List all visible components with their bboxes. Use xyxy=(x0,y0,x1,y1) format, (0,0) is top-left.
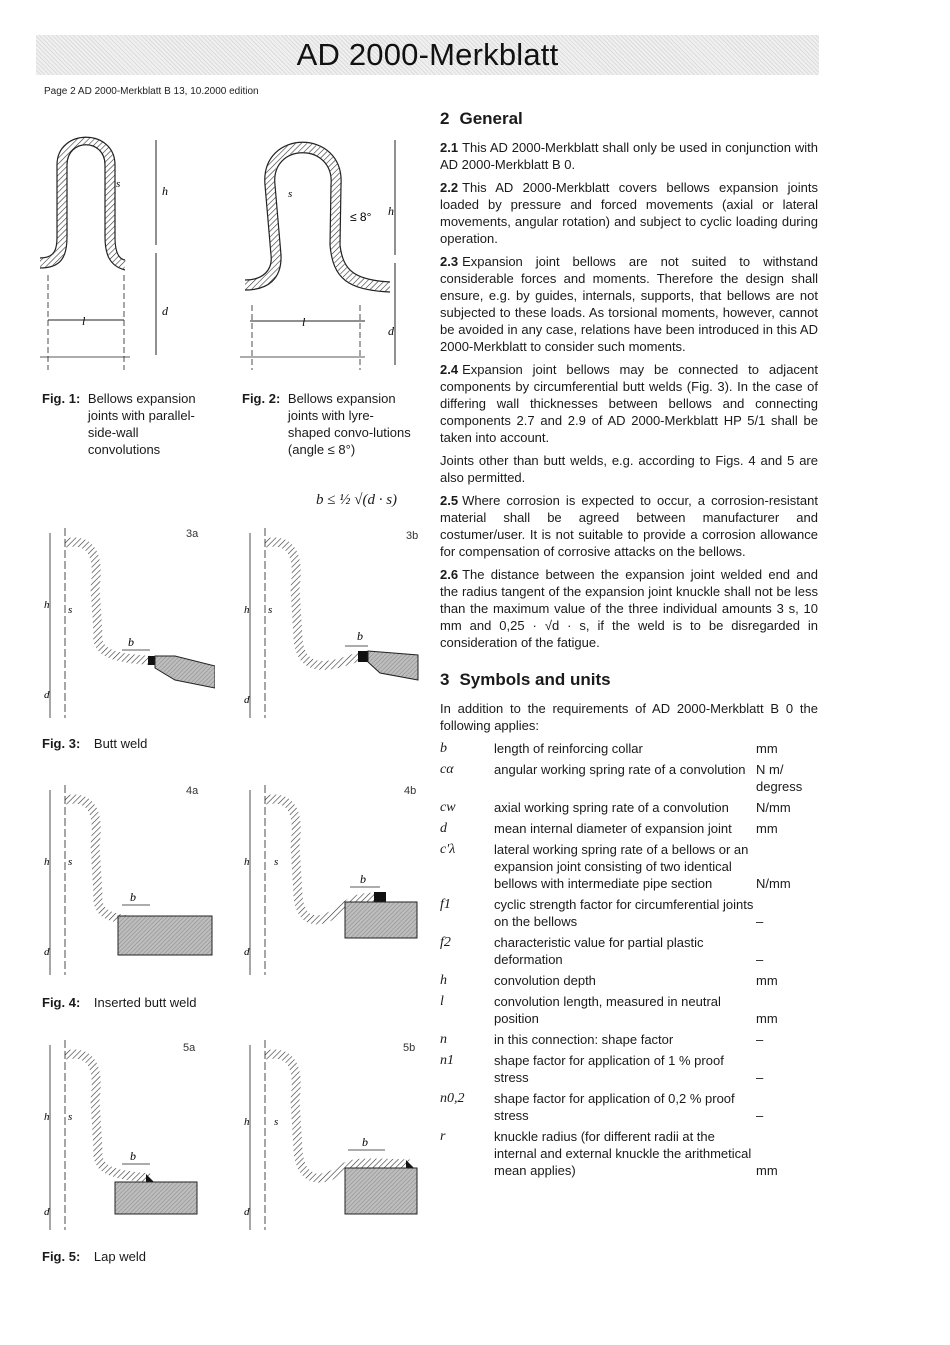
section2-paragraph xyxy=(440,361,818,446)
symbol: r xyxy=(440,1129,446,1144)
tag-5a: 5a xyxy=(183,1042,196,1054)
symbol-unit: – xyxy=(756,952,764,967)
symbol-description: convolution depth xyxy=(494,973,596,988)
paragraph-number: 2.4 xyxy=(440,362,459,377)
section3-title: Symbols and units xyxy=(459,670,611,689)
paragraph-number: 2.2 xyxy=(440,180,459,195)
svg-text:b: b xyxy=(128,635,134,649)
symbol-row xyxy=(440,896,818,934)
svg-text:d: d xyxy=(244,1206,250,1218)
symbol-unit: mm xyxy=(756,973,778,988)
fig4b-drawing xyxy=(240,785,420,975)
paragraph-text: The distance between the expansion joint welded end and the radius tangent of the expansion joint knuckle shall not be less than the maximum value of the three individual amounts 3 s, 10 mm and 0,25 · √d · s, if the weld is to be disregarded in consideration of the fatigue. xyxy=(440,567,818,650)
symbol-unit: – xyxy=(756,914,764,929)
svg-text:h: h xyxy=(244,604,250,616)
symbol: f1 xyxy=(440,897,451,912)
svg-text:s: s xyxy=(274,1116,279,1128)
symbol-unit: – xyxy=(756,1032,764,1047)
paragraph-text: Where corrosion is expected to occur, a corrosion-resistant material shall be agreed between manufacturer and costumer/user. It is not suitable to provide a corrosion allowance for compensation of corrosive attacks on the bellows. xyxy=(440,493,818,559)
symbol-description: cyclic strength factor for circumferential joints on the bellows xyxy=(494,897,754,929)
section2-number: 2 xyxy=(440,109,450,128)
svg-text:s: s xyxy=(116,178,121,190)
symbol-unit: mm xyxy=(756,741,778,756)
symbol-unit: N m/ degress xyxy=(756,762,803,794)
section3-intro: In addition to the requirements of AD 2000-Merkblatt B 0 the following applies: xyxy=(440,701,818,733)
section2-paragraph xyxy=(440,566,818,651)
symbol-description: length of reinforcing collar xyxy=(494,741,643,756)
fig3-label: Fig. 3: xyxy=(42,736,81,751)
symbol-row xyxy=(440,934,818,972)
symbol-description: shape factor for application of 0,2 % proof stress xyxy=(494,1091,735,1123)
fig2-text: Bellows expansion joints with lyre-shaped convo-lutions (angle ≤ 8°) xyxy=(287,391,411,457)
symbol-unit: N/mm xyxy=(756,800,791,815)
symbol-unit: – xyxy=(756,1070,764,1085)
section2-paragraph xyxy=(440,253,818,355)
symbol-row xyxy=(440,841,818,896)
fig3-caption xyxy=(42,735,147,752)
fig1-label: Fig. 1: xyxy=(42,391,81,406)
symbol: n0,2 xyxy=(440,1091,465,1106)
section2-paragraph xyxy=(440,492,818,560)
svg-text:d: d xyxy=(44,946,50,958)
symbol: b xyxy=(440,741,447,756)
tag-3a: 3a xyxy=(186,528,199,540)
fig1-caption xyxy=(42,390,222,458)
symbol: l xyxy=(440,994,444,1009)
fig5-caption xyxy=(42,1248,146,1265)
section2-paragraph xyxy=(440,139,818,173)
fig1-text: Bellows expansion joints with parallel-side-wall convolutions xyxy=(87,391,196,457)
fig2-angle-label: ≤ 8° xyxy=(350,210,372,224)
fig4-text: Inserted butt weld xyxy=(93,995,197,1010)
fig3b-drawing xyxy=(240,528,420,718)
symbol-description: mean internal diameter of expansion joint xyxy=(494,821,732,836)
fig5b-drawing xyxy=(240,1040,420,1230)
section3-heading xyxy=(440,671,818,688)
symbol: f2 xyxy=(440,935,451,950)
section2-paragraph xyxy=(440,452,818,486)
symbol-unit: mm xyxy=(756,1163,778,1178)
symbol-row xyxy=(440,972,818,993)
svg-text:s: s xyxy=(68,604,73,616)
svg-text:d: d xyxy=(162,304,168,318)
fig4-label: Fig. 4: xyxy=(42,995,81,1010)
symbol-description: characteristic value for partial plastic deformation xyxy=(494,935,704,967)
symbol-row xyxy=(440,1031,818,1052)
symbol: n xyxy=(440,1032,447,1047)
svg-text:b: b xyxy=(130,1149,136,1163)
symbol-unit: mm xyxy=(756,1011,778,1026)
svg-text:b: b xyxy=(357,629,363,643)
svg-text:b: b xyxy=(362,1135,368,1149)
formula-b: b ≤ ½ √(d · s) xyxy=(316,492,398,508)
fig5-label: Fig. 5: xyxy=(42,1249,81,1264)
symbol-description: lateral working spring rate of a bellows or an expansion joint consisting of two identical bellows with intermediate pipe section xyxy=(494,842,749,891)
symbol-row xyxy=(440,740,818,761)
svg-text:s: s xyxy=(288,188,293,200)
svg-text:d: d xyxy=(244,694,250,706)
header-banner xyxy=(36,35,819,75)
symbol: cα xyxy=(440,762,454,777)
symbol-description: shape factor for application of 1 % proof stress xyxy=(494,1053,724,1085)
fig5-text: Lap weld xyxy=(93,1249,146,1264)
tag-4b: 4b xyxy=(404,785,417,797)
symbol: n1 xyxy=(440,1053,454,1068)
symbol-description: knuckle radius (for different radii at the internal and external knuckle the arithmetical mean applies) xyxy=(494,1129,752,1178)
svg-text:d: d xyxy=(44,689,50,701)
tag-5b: 5b xyxy=(403,1042,416,1054)
svg-text:h: h xyxy=(244,856,250,868)
section2-paragraphs xyxy=(440,139,818,651)
section2-heading xyxy=(440,110,818,127)
tag-3b: 3b xyxy=(406,530,419,542)
symbol-unit: N/mm xyxy=(756,876,791,891)
svg-text:h: h xyxy=(44,1111,50,1123)
fig4a-drawing xyxy=(40,785,215,975)
symbol: c′λ xyxy=(440,842,456,857)
fig2-caption xyxy=(242,390,432,458)
svg-text:s: s xyxy=(274,856,279,868)
svg-text:d: d xyxy=(44,1206,50,1218)
svg-text:h: h xyxy=(44,856,50,868)
svg-text:d: d xyxy=(244,946,250,958)
symbol-row xyxy=(440,993,818,1031)
svg-text:l: l xyxy=(302,315,306,329)
svg-text:d: d xyxy=(388,324,394,338)
fig2-drawing xyxy=(240,125,415,370)
svg-text:l: l xyxy=(82,314,86,328)
paragraph-number: 2.3 xyxy=(440,254,459,269)
symbol-description: axial working spring rate of a convolution xyxy=(494,800,729,815)
header-title: AD 2000-Merkblatt xyxy=(296,37,559,72)
symbols-table xyxy=(440,740,818,1183)
fig2-label: Fig. 2: xyxy=(242,391,281,406)
right-column xyxy=(440,110,818,1183)
section2-title: General xyxy=(459,109,523,128)
fig1-drawing xyxy=(40,125,175,370)
tag-4a: 4a xyxy=(186,785,199,797)
paragraph-number: 2.1 xyxy=(440,140,459,155)
paragraph-text: Expansion joint bellows may be connected to adjacent components by circumferential butt welds (Fig. 3). In the case of differing wall thicknesses between bellows and connecting components 2.7 and 2.9 of AD 2000-Merkblatt HP 5/1 shall be taken into account. xyxy=(440,362,818,445)
symbol-description: angular working spring rate of a convolution xyxy=(494,762,746,777)
symbol-description: in this connection: shape factor xyxy=(494,1032,674,1047)
svg-text:h: h xyxy=(388,204,394,218)
symbol-unit: – xyxy=(756,1108,764,1123)
svg-text:h: h xyxy=(244,1116,250,1128)
fig3-text: Butt weld xyxy=(93,736,148,751)
svg-text:s: s xyxy=(268,604,273,616)
page-info: Page 2 AD 2000-Merkblatt B 13, 10.2000 edition xyxy=(44,86,259,97)
svg-text:h: h xyxy=(162,184,168,198)
paragraph-text: Joints other than butt welds, e.g. according to Figs. 4 and 5 are also permitted. xyxy=(440,453,818,485)
symbol-unit: mm xyxy=(756,821,778,836)
paragraph-text: This AD 2000-Merkblatt shall only be used in conjunction with AD 2000-Merkblatt B 0. xyxy=(440,140,818,172)
section3-number: 3 xyxy=(440,670,450,689)
symbol-row xyxy=(440,820,818,841)
fig1-bellows-outline xyxy=(40,141,125,265)
svg-text:s: s xyxy=(68,1111,73,1123)
symbol: cw xyxy=(440,800,456,815)
paragraph-number: 2.5 xyxy=(440,493,459,508)
symbol-row xyxy=(440,1128,818,1183)
svg-text:s: s xyxy=(68,856,73,868)
symbol-description: convolution length, measured in neutral position xyxy=(494,994,721,1026)
symbol-row xyxy=(440,799,818,820)
symbol-row xyxy=(440,1090,818,1128)
symbol-row xyxy=(440,1052,818,1090)
svg-text:h: h xyxy=(44,599,50,611)
fig4-caption xyxy=(42,994,197,1011)
section2-paragraph xyxy=(440,179,818,247)
paragraph-text: This AD 2000-Merkblatt covers bellows expansion joints loaded by pressure and forced movements (axial or lateral movements, angular rotation) and subject to cyclic loading during operation. xyxy=(440,180,818,246)
symbol: d xyxy=(440,821,447,836)
fig3a-drawing xyxy=(40,528,215,718)
symbol-row xyxy=(440,761,818,799)
symbol: h xyxy=(440,973,447,988)
paragraph-number: 2.6 xyxy=(440,567,459,582)
svg-text:b: b xyxy=(130,890,136,904)
paragraph-text: Expansion joint bellows are not suited to withstand considerable forces and moments. Therefore the design shall ensure, e.g. by guides, internals, supports, that bellows are not subjected to these loads. As torsional moments, however, cannot be avoided in any case, relations have been introduced in this AD 2000-Merkblatt to consider such moments. xyxy=(440,254,818,354)
svg-text:b: b xyxy=(360,872,366,886)
fig5a-drawing xyxy=(40,1040,215,1230)
